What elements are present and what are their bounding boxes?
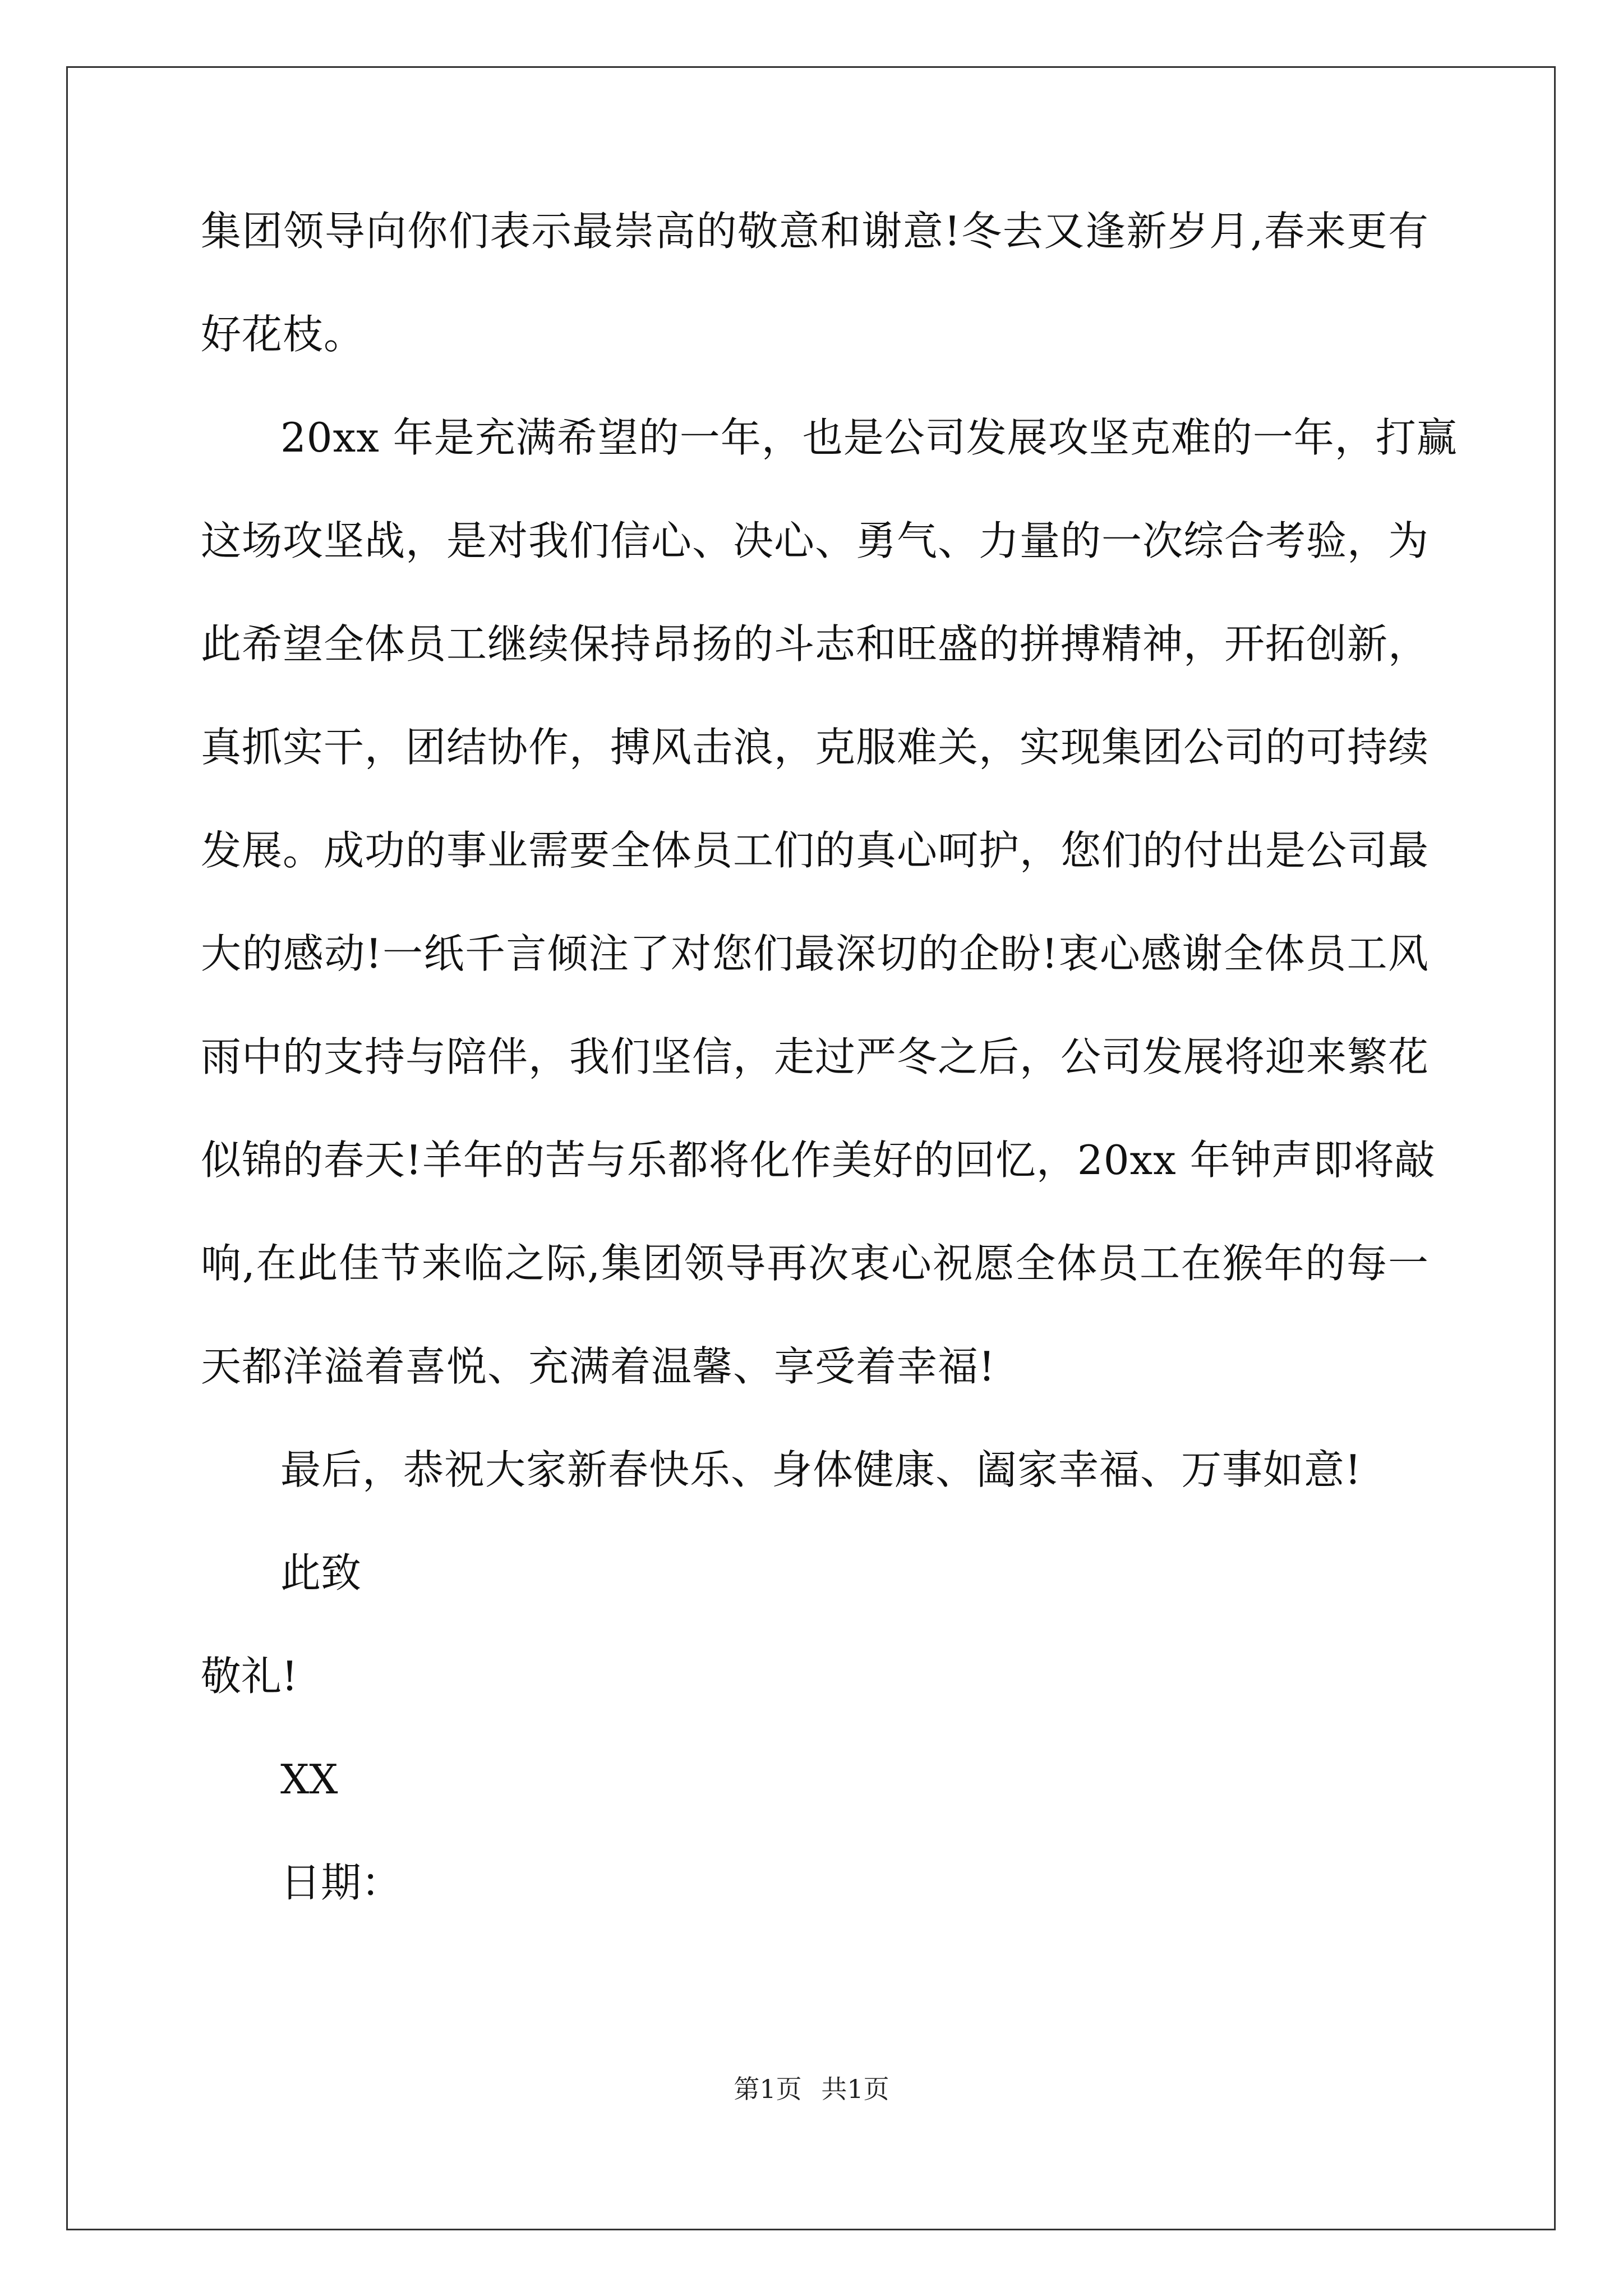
text-line: 这场攻坚战，是对我们信心、决心、勇气、力量的一次综合考验，为: [201, 517, 1430, 564]
page-total: 共1页: [821, 2074, 889, 2104]
text-line: 真抓实干，团结协作，搏风击浪，克服难关，实现集团公司的可持续: [201, 724, 1430, 771]
text-line: 响,在此佳节来临之际,集团领导再次衷心祝愿全体员工在猴年的每一: [201, 1240, 1429, 1287]
closing-text: 此致: [280, 1549, 362, 1596]
text-line: 发展。成功的事业需要全体员工们的真心呵护，您们的付出是公司最: [201, 827, 1430, 874]
signature-text: XX: [280, 1756, 338, 1803]
text-line: 大的感动!一纸千言倾注了对您们最深切的企盼!衷心感谢全体员工风: [201, 930, 1429, 977]
text-line: 最后，恭祝大家新春快乐、身体健康、阖家幸福、万事如意!: [280, 1446, 1362, 1493]
text-line: 20xx 年是充满希望的一年，也是公司发展攻坚克难的一年，打赢: [280, 414, 1458, 461]
page-current: 第1页: [734, 2074, 802, 2104]
salute-text: 敬礼!: [201, 1653, 298, 1700]
text-line: 好花枝。: [201, 311, 365, 358]
date-label: 日期：: [280, 1859, 402, 1906]
text-line: 此希望全体员工继续保持昂扬的斗志和旺盛的拼搏精神，开拓创新，: [201, 620, 1430, 668]
text-line: 天都洋溢着喜悦、充满着温馨、享受着幸福!: [201, 1343, 995, 1390]
text-line: 雨中的支持与陪伴，我们坚信，走过严冬之后，公司发展将迎来繁花: [201, 1033, 1430, 1080]
page-footer: [0, 2072, 1623, 2106]
text-line: 集团领导向你们表示最崇高的敬意和谢意!冬去又逢新岁月,春来更有: [201, 208, 1429, 255]
text-line: 似锦的春天!羊年的苦与乐都将化作美好的回忆，20xx 年钟声即将敲: [201, 1137, 1436, 1184]
